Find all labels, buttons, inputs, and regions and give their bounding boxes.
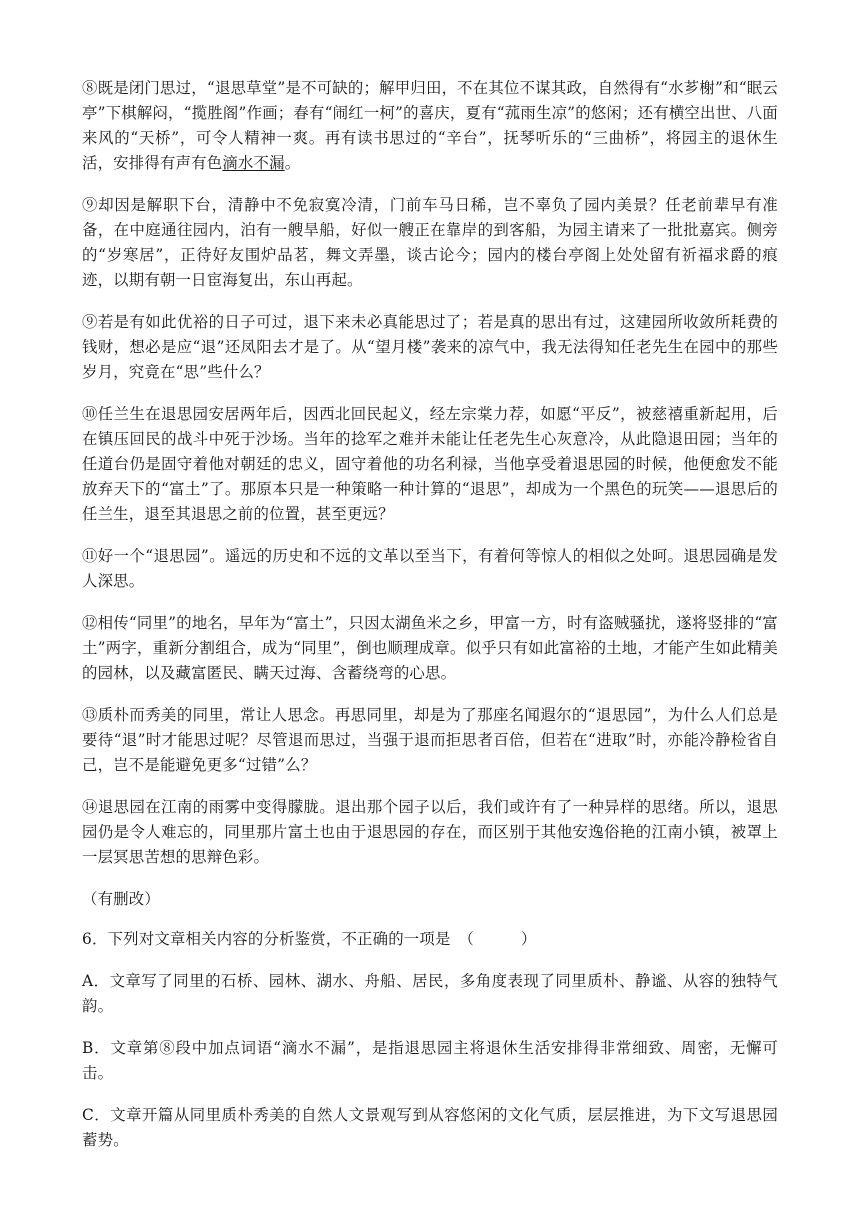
- emphasized-phrase: 滴水不漏: [222, 154, 285, 172]
- paragraph-14: ⑭退思园在江南的雨雾中变得朦胧。退出那个园子以后，我们或许有了一种异样的思绪。所以，退思园仍是令人难忘的，同里那片富土也由于退思园的存在，而区别于其他安逸俗艳的江南小镇，被罩上一层冥思苦想的思辩色彩。: [82, 798, 778, 866]
- paragraph-8-ending: 。: [284, 154, 301, 172]
- paragraph-11: ⑪好一个“退思园”。遥远的历史和不远的文革以至当下，有着何等惊人的相似之处呵。退思园确是发人深思。: [82, 547, 778, 590]
- paragraph-10: ⑩任兰生在退思园安居两年后，因西北回民起义，经左宗棠力荐，如愿“平反”，被慈禧重新起用，后在镇压回民的战斗中死于沙场。当年的捻军之难并未能让任老先生心灰意冷，从此隐退田园；当年的任道台仍是固守着他对朝廷的忠义，固守着他的功名利禄，当他享受着退思园的时候，他便愈发不能放弃天下的“富土”了。那原本只是一种策略一种计算的“退思”，却成为一个黑色的玩笑——退思后的任兰生，退至其退思之前的位置，甚至更远？: [82, 405, 778, 523]
- editing-note: （有删改）: [82, 890, 160, 908]
- option-c: C．文章开篇从同里质朴秀美的自然人文景观写到从容悠闲的文化气质，层层推进，为下文写退思园蓄势。: [82, 1106, 778, 1149]
- option-b: B．文章第⑧段中加点词语“滴水不漏”，是指退思园主将退休生活安排得非常细致、周密，无懈可击。: [82, 1039, 778, 1082]
- document-page: [82, 76, 778, 1170]
- option-a: A．文章写了同里的石桥、园林、湖水、舟船、居民，多角度表现了同里质朴、静谧、从容的独特气韵。: [82, 972, 778, 1015]
- paragraph-9a: ⑨却因是解职下台，清静中不免寂寞冷清，门前车马日稀，岂不辜负了园内美景？任老前辈早有准备，在中庭通往园内，泊有一艘旱船，好似一艘正在靠岸的到客船，为园主请来了一批批嘉宾。侧旁的“岁寒居”，正待好友围炉品茗，舞文弄墨，谈古论今；园内的楼台亭阁上处处留有祈福求爵的痕迹，以期有朝一日宦海复出，东山再起。: [82, 196, 778, 289]
- paragraph-13: ⑬质朴而秀美的同里，常让人思念。再思同里，却是为了那座名闻遐尔的“退思园”，为什么人们总是要待“退”时才能思过呢？尽管退而思过，当强于退而拒思者百倍，但若在“进取”时，亦能冷静检省自己，岂不是能避免更多“过错”么？: [82, 706, 778, 774]
- paragraph-12: ⑫相传“同里”的地名，早年为“富土”，只因太湖鱼米之乡，甲富一方，时有盗贼骚扰，遂将竖排的“富土”两字，重新分割组合，成为“同里”，倒也顺理成章。似乎只有如此富裕的土地，才能产生如此精美的园林，以及藏富匿民、瞒天过海、含蓄绕弯的心思。: [82, 614, 778, 682]
- paragraph-8-text: ⑧既是闭门思过，“退思草堂”是不可缺的；解甲归田，不在其位不谋其政，自然得有“水芗榭”和“眠云亭”下棋解闷，“揽胜阁”作画；春有“闹红一柯”的喜庆，夏有“菰雨生凉”的悠闲；还有横空出世、八面来风的“天桥”，可令人精神一爽。再有读书思过的“辛台”，抚琴听乐的“三曲桥”，将园主的退休生活，安排得有声有色: [82, 79, 778, 172]
- question-stem: 6．下列对文章相关内容的分析鉴赏，不正确的一项是 （ ）: [82, 930, 537, 948]
- paragraph-9b: ⑨若是有如此优裕的日子可过，退下来未必真能思过了；若是真的思出有过，这建园所收敛所耗费的钱财，想必是应“退”还凤阳去才是了。从“望月楼”袭来的凉气中，我无法得知任老先生在园中的那些岁月，究竟在“思”些什么？: [82, 313, 778, 381]
- paragraph-8: [82, 76, 778, 176]
